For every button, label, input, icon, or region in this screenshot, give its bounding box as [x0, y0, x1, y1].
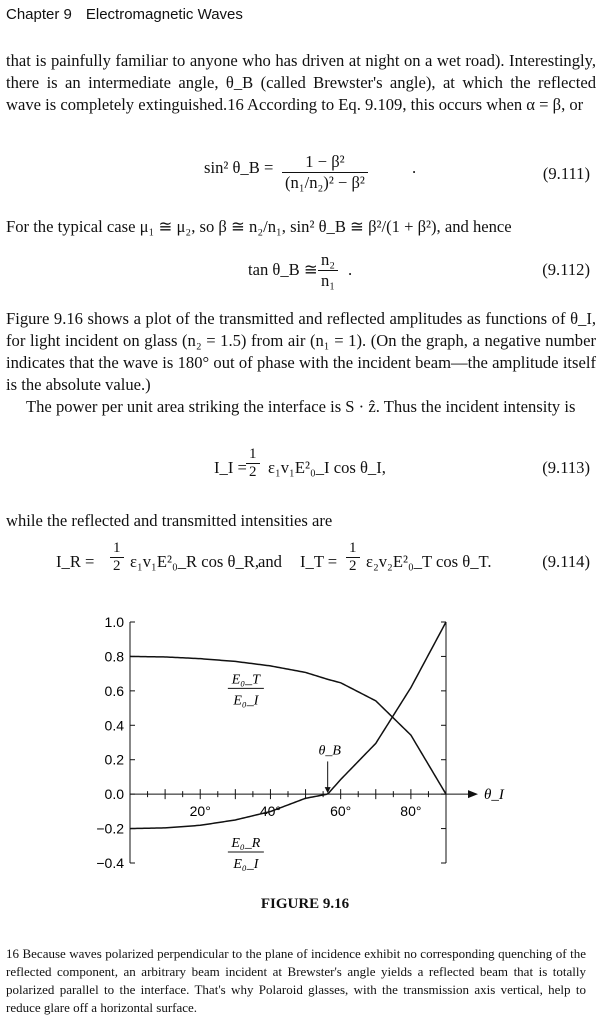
eq112-numerator: n₂	[318, 250, 338, 271]
eq113-numerator: 1	[246, 446, 260, 464]
eq114-rhs-transmitted: ε₂v₂E²₀_T cos θ_T.	[366, 552, 492, 571]
y-tick-label: −0.2	[96, 820, 124, 837]
running-header	[6, 6, 243, 23]
eq113-number: (9.113)	[542, 458, 590, 477]
series-label-transmitted-numerator: E₀_T	[231, 672, 260, 688]
paragraph-brewster-intro: that is painfully familiar to anyone who has driven at night on a wet road). Interestingly, there is an intermediate angle, θ_B (called Brewster's angle), at which the reflected wave is completely extinguished.16 According to Eq. 9.109, this occurs when α = β, or	[6, 51, 596, 114]
y-tick-label: 1.0	[104, 614, 124, 630]
footnote-16: 16 Because waves polarized perpendicular to the plane of incidence exhibit no corresponding quenching of the reflected component, an arbitrary beam incident at Brewster's angle yields a reflected beam that is totally polarized parallel to the interface. That's why Polaroid glasses, with the transmission axis vertical, help to reduce glare off a horizontal surface.	[6, 946, 586, 1015]
eq114-and: and	[258, 552, 282, 571]
eq113-lhs: I_I =	[214, 458, 247, 477]
x-axis-arrow	[468, 790, 478, 798]
eq111-number: (9.111)	[542, 164, 590, 183]
eq114-rhs-reflected: ε₁v₁E²₀_R cos θ_R,	[130, 552, 259, 571]
figure-9-16-chart	[0, 605, 610, 890]
eq113-rhs: ε₁v₁E²₀_I cos θ_I,	[268, 458, 386, 477]
eq114-den-2: 2	[349, 558, 357, 574]
x-tick-label: 40°	[259, 803, 282, 820]
x-tick-label: 60°	[330, 803, 352, 820]
eq113-half	[246, 446, 260, 481]
eq113-denominator: 2	[249, 464, 257, 480]
x-tick-label: 20°	[189, 803, 211, 820]
eq114-half-1	[110, 540, 124, 575]
paragraph-typical-case: For the typical case μ₁ ≅ μ₂, so β ≅ n₂/n₁, sin² θ_B ≅ β²/(1 + β²), and hence	[6, 217, 512, 236]
figure-caption: FIGURE 9.16	[260, 896, 350, 912]
eq111-fraction	[282, 152, 368, 193]
series-reflected-curve	[130, 622, 446, 829]
eq114-num-1: 1	[110, 540, 124, 558]
brewster-label: θ_B	[318, 743, 341, 759]
eq114-num-2: 1	[346, 540, 360, 558]
y-tick-label: 0.6	[104, 682, 124, 699]
eq111-tail: .	[412, 158, 417, 177]
eq112-fraction	[318, 250, 338, 291]
eq112-tail: .	[348, 260, 353, 279]
y-tick-label: 0.8	[104, 648, 124, 665]
y-tick-label: 0.0	[104, 786, 124, 803]
y-tick-label: −0.4	[96, 855, 124, 871]
eq112-denominator: n₁	[321, 271, 336, 290]
eq114-lhs-reflected: I_R =	[56, 552, 95, 571]
eq114-number: (9.114)	[542, 552, 590, 571]
paragraph-figure-description: Figure 9.16 shows a plot of the transmitted and reflected amplitudes as functions of θ_I, for light incident on glass (n₂ = 1.5) from air (n₁ = 1). (On the graph, a negative number indicates that the wave is 180° out of phase with the incident beam—the amplitude itself is the absolute value.)	[6, 309, 596, 394]
x-tick-label: 80°	[400, 803, 422, 820]
x-axis-label: θ_I	[484, 787, 504, 804]
paragraph-power-incident: The power per unit area striking the interface is S · ẑ. Thus the incident intensity is	[26, 397, 576, 416]
y-tick-label: 0.4	[104, 717, 124, 734]
eq111-numerator: 1 − β²	[282, 152, 368, 173]
eq114-half-2	[346, 540, 360, 575]
series-transmitted-curve	[130, 656, 446, 794]
eq114-lhs-transmitted: I_T =	[300, 552, 338, 571]
series-label-reflected-numerator: E₀_R	[231, 835, 261, 851]
eq111-denominator: (n₁/n₂)² − β²	[285, 173, 365, 192]
chapter-label: Chapter 9	[6, 6, 72, 23]
series-label-transmitted-denominator: E₀_I	[233, 693, 259, 709]
eq112-number: (9.112)	[542, 260, 590, 279]
paragraph-reflected-transmitted: while the reflected and transmitted intensities are	[6, 511, 333, 530]
y-tick-label: 0.2	[104, 751, 124, 768]
eq112-lhs: tan θ_B ≅	[248, 260, 318, 279]
eq111-lhs: sin² θ_B =	[204, 158, 274, 177]
eq114-den-1: 2	[113, 558, 121, 574]
chapter-title: Electromagnetic Waves	[85, 6, 243, 23]
series-label-reflected-denominator: E₀_I	[233, 856, 259, 872]
